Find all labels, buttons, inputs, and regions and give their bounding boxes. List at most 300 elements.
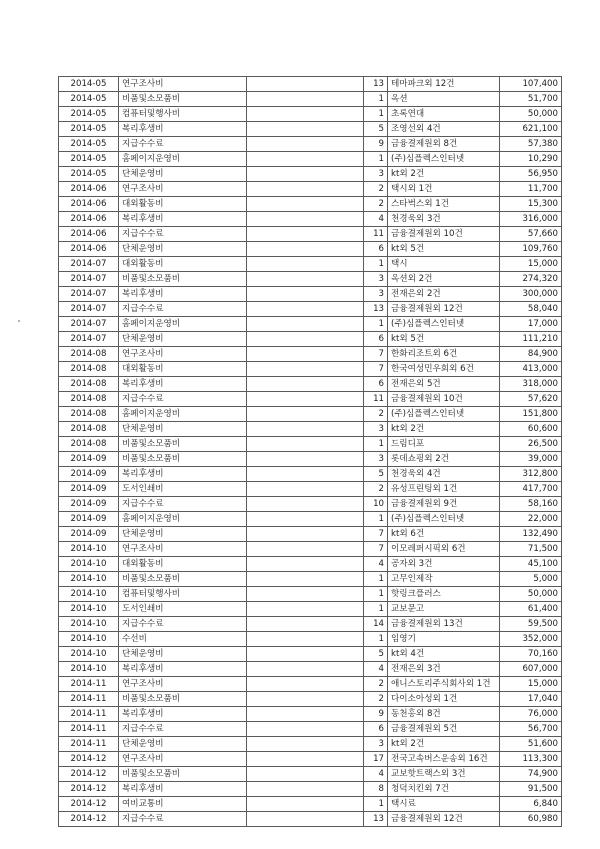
account-cell: 대외활동비 bbox=[119, 197, 247, 212]
blank-cell bbox=[247, 587, 364, 602]
month-cell: 2014-09 bbox=[59, 512, 119, 527]
blank-cell bbox=[247, 422, 364, 437]
month-cell: 2014-08 bbox=[59, 392, 119, 407]
table-row bbox=[59, 347, 562, 362]
blank-cell bbox=[247, 317, 364, 332]
amount-cell: 61,400 bbox=[500, 602, 562, 617]
table-row bbox=[59, 617, 562, 632]
amount-cell: 39,000 bbox=[500, 452, 562, 467]
count-cell: 3 bbox=[364, 287, 388, 302]
count-cell: 2 bbox=[364, 182, 388, 197]
month-cell: 2014-08 bbox=[59, 362, 119, 377]
account-cell: 도서인쇄비 bbox=[119, 482, 247, 497]
blank-cell bbox=[247, 557, 364, 572]
amount-cell: 417,700 bbox=[500, 482, 562, 497]
count-cell: 4 bbox=[364, 662, 388, 677]
table-row bbox=[59, 602, 562, 617]
count-cell: 10 bbox=[364, 497, 388, 512]
account-cell: 홈페이지운영비 bbox=[119, 317, 247, 332]
count-cell: 2 bbox=[364, 482, 388, 497]
table-row bbox=[59, 527, 562, 542]
memo-cell: 애니스토리주식회사외 1건 bbox=[388, 677, 500, 692]
month-cell: 2014-06 bbox=[59, 242, 119, 257]
blank-cell bbox=[247, 602, 364, 617]
amount-cell: 151,800 bbox=[500, 407, 562, 422]
table-row bbox=[59, 452, 562, 467]
memo-cell: 금융결제원외 12건 bbox=[388, 302, 500, 317]
account-cell: 홈페이지운영비 bbox=[119, 512, 247, 527]
count-cell: 6 bbox=[364, 377, 388, 392]
blank-cell bbox=[247, 257, 364, 272]
blank-cell bbox=[247, 782, 364, 797]
table-row bbox=[59, 197, 562, 212]
account-cell: 홈페이지운영비 bbox=[119, 152, 247, 167]
memo-cell: (주)심플렉스인터넷 bbox=[388, 512, 500, 527]
memo-cell: 천경욱외 4건 bbox=[388, 467, 500, 482]
amount-cell: 109,760 bbox=[500, 242, 562, 257]
memo-cell: 금융결제원외 10건 bbox=[388, 392, 500, 407]
amount-cell: 107,400 bbox=[500, 77, 562, 92]
account-cell: 복리후생비 bbox=[119, 707, 247, 722]
account-cell: 복리후생비 bbox=[119, 467, 247, 482]
memo-cell: 임영기 bbox=[388, 632, 500, 647]
count-cell: 11 bbox=[364, 227, 388, 242]
account-cell: 비품및소모품비 bbox=[119, 692, 247, 707]
month-cell: 2014-08 bbox=[59, 437, 119, 452]
memo-cell: 교보핫트랙스외 3건 bbox=[388, 767, 500, 782]
count-cell: 14 bbox=[364, 617, 388, 632]
account-cell: 지급수수료 bbox=[119, 392, 247, 407]
table-row bbox=[59, 797, 562, 812]
table-row bbox=[59, 497, 562, 512]
account-cell: 비품및소모품비 bbox=[119, 572, 247, 587]
count-cell: 7 bbox=[364, 527, 388, 542]
account-cell: 지급수수료 bbox=[119, 722, 247, 737]
memo-cell: (주)심플렉스인터넷 bbox=[388, 407, 500, 422]
blank-cell bbox=[247, 722, 364, 737]
blank-cell bbox=[247, 347, 364, 362]
table-row bbox=[59, 272, 562, 287]
blank-cell bbox=[247, 77, 364, 92]
count-cell: 6 bbox=[364, 242, 388, 257]
account-cell: 복리후생비 bbox=[119, 287, 247, 302]
amount-cell: 607,000 bbox=[500, 662, 562, 677]
amount-cell: 15,000 bbox=[500, 257, 562, 272]
count-cell: 6 bbox=[364, 332, 388, 347]
blank-cell bbox=[247, 107, 364, 122]
blank-cell bbox=[247, 122, 364, 137]
count-cell: 1 bbox=[364, 107, 388, 122]
memo-cell: 전재은외 2건 bbox=[388, 287, 500, 302]
month-cell: 2014-11 bbox=[59, 722, 119, 737]
amount-cell: 17,040 bbox=[500, 692, 562, 707]
amount-cell: 132,490 bbox=[500, 527, 562, 542]
account-cell: 복리후생비 bbox=[119, 122, 247, 137]
month-cell: 2014-09 bbox=[59, 527, 119, 542]
month-cell: 2014-09 bbox=[59, 467, 119, 482]
account-cell: 지급수수료 bbox=[119, 617, 247, 632]
memo-cell: 금융결제원외 5건 bbox=[388, 722, 500, 737]
month-cell: 2014-09 bbox=[59, 497, 119, 512]
table-row bbox=[59, 167, 562, 182]
count-cell: 4 bbox=[364, 767, 388, 782]
amount-cell: 84,900 bbox=[500, 347, 562, 362]
table-row bbox=[59, 332, 562, 347]
account-cell: 복리후생비 bbox=[119, 782, 247, 797]
table-row bbox=[59, 77, 562, 92]
month-cell: 2014-12 bbox=[59, 752, 119, 767]
blank-cell bbox=[247, 767, 364, 782]
month-cell: 2014-11 bbox=[59, 707, 119, 722]
amount-cell: 57,380 bbox=[500, 137, 562, 152]
blank-cell bbox=[247, 572, 364, 587]
table-row bbox=[59, 692, 562, 707]
month-cell: 2014-12 bbox=[59, 797, 119, 812]
account-cell: 비품및소모품비 bbox=[119, 767, 247, 782]
account-cell: 대외활동비 bbox=[119, 557, 247, 572]
count-cell: 13 bbox=[364, 812, 388, 827]
blank-cell bbox=[247, 92, 364, 107]
amount-cell: 300,000 bbox=[500, 287, 562, 302]
amount-cell: 51,700 bbox=[500, 92, 562, 107]
month-cell: 2014-05 bbox=[59, 107, 119, 122]
account-cell: 여비교통비 bbox=[119, 797, 247, 812]
month-cell: 2014-07 bbox=[59, 257, 119, 272]
blank-cell bbox=[247, 287, 364, 302]
table-row bbox=[59, 662, 562, 677]
account-cell: 비품및소모품비 bbox=[119, 452, 247, 467]
table-row bbox=[59, 677, 562, 692]
memo-cell: 천경욱외 3건 bbox=[388, 212, 500, 227]
month-cell: 2014-06 bbox=[59, 212, 119, 227]
amount-cell: 413,000 bbox=[500, 362, 562, 377]
table-row bbox=[59, 182, 562, 197]
table-row bbox=[59, 782, 562, 797]
table-row bbox=[59, 152, 562, 167]
memo-cell: 택시외 1건 bbox=[388, 182, 500, 197]
month-cell: 2014-05 bbox=[59, 92, 119, 107]
count-cell: 9 bbox=[364, 707, 388, 722]
count-cell: 3 bbox=[364, 452, 388, 467]
blank-cell bbox=[247, 662, 364, 677]
account-cell: 연구조사비 bbox=[119, 677, 247, 692]
account-cell: 연구조사비 bbox=[119, 542, 247, 557]
expense-ledger-table bbox=[58, 76, 562, 827]
amount-cell: 51,600 bbox=[500, 737, 562, 752]
month-cell: 2014-10 bbox=[59, 617, 119, 632]
count-cell: 7 bbox=[364, 542, 388, 557]
month-cell: 2014-10 bbox=[59, 557, 119, 572]
blank-cell bbox=[247, 437, 364, 452]
amount-cell: 91,500 bbox=[500, 782, 562, 797]
table-row bbox=[59, 572, 562, 587]
table-row bbox=[59, 122, 562, 137]
account-cell: 대외활동비 bbox=[119, 257, 247, 272]
table-row bbox=[59, 212, 562, 227]
blank-cell bbox=[247, 452, 364, 467]
amount-cell: 10,290 bbox=[500, 152, 562, 167]
count-cell: 3 bbox=[364, 422, 388, 437]
account-cell: 비품및소모품비 bbox=[119, 272, 247, 287]
count-cell: 5 bbox=[364, 467, 388, 482]
memo-cell: 전재은외 5건 bbox=[388, 377, 500, 392]
count-cell: 9 bbox=[364, 137, 388, 152]
memo-cell: 롯데쇼핑외 2건 bbox=[388, 452, 500, 467]
amount-cell: 111,210 bbox=[500, 332, 562, 347]
memo-cell: 금융결제원외 9건 bbox=[388, 497, 500, 512]
account-cell: 단체운영비 bbox=[119, 527, 247, 542]
month-cell: 2014-07 bbox=[59, 287, 119, 302]
count-cell: 1 bbox=[364, 92, 388, 107]
count-cell: 11 bbox=[364, 392, 388, 407]
table-row bbox=[59, 107, 562, 122]
account-cell: 복리후생비 bbox=[119, 212, 247, 227]
amount-cell: 22,000 bbox=[500, 512, 562, 527]
count-cell: 5 bbox=[364, 122, 388, 137]
count-cell: 6 bbox=[364, 722, 388, 737]
memo-cell: 택시 bbox=[388, 257, 500, 272]
blank-cell bbox=[247, 407, 364, 422]
account-cell: 단체운영비 bbox=[119, 647, 247, 662]
memo-cell: kt외 6건 bbox=[388, 527, 500, 542]
blank-cell bbox=[247, 677, 364, 692]
month-cell: 2014-08 bbox=[59, 407, 119, 422]
memo-cell: 이모레퍼시픽외 6건 bbox=[388, 542, 500, 557]
count-cell: 1 bbox=[364, 512, 388, 527]
count-cell: 1 bbox=[364, 152, 388, 167]
amount-cell: 71,500 bbox=[500, 542, 562, 557]
month-cell: 2014-10 bbox=[59, 572, 119, 587]
table-row bbox=[59, 752, 562, 767]
month-cell: 2014-12 bbox=[59, 812, 119, 827]
count-cell: 1 bbox=[364, 437, 388, 452]
table-row bbox=[59, 287, 562, 302]
account-cell: 비품및소모품비 bbox=[119, 92, 247, 107]
table-row bbox=[59, 722, 562, 737]
count-cell: 5 bbox=[364, 647, 388, 662]
account-cell: 홈페이지운영비 bbox=[119, 407, 247, 422]
blank-cell bbox=[247, 737, 364, 752]
month-cell: 2014-10 bbox=[59, 632, 119, 647]
account-cell: 복리후생비 bbox=[119, 377, 247, 392]
account-cell: 지급수수료 bbox=[119, 302, 247, 317]
memo-cell: 금융결제원외 8건 bbox=[388, 137, 500, 152]
memo-cell: 금융결제원외 12건 bbox=[388, 812, 500, 827]
amount-cell: 56,700 bbox=[500, 722, 562, 737]
amount-cell: 352,000 bbox=[500, 632, 562, 647]
blank-cell bbox=[247, 497, 364, 512]
blank-cell bbox=[247, 542, 364, 557]
memo-cell: 청덕치킨외 7건 bbox=[388, 782, 500, 797]
count-cell: 1 bbox=[364, 257, 388, 272]
month-cell: 2014-09 bbox=[59, 452, 119, 467]
memo-cell: 다이소아성외 1건 bbox=[388, 692, 500, 707]
month-cell: 2014-11 bbox=[59, 737, 119, 752]
count-cell: 1 bbox=[364, 317, 388, 332]
blank-cell bbox=[247, 392, 364, 407]
count-cell: 2 bbox=[364, 197, 388, 212]
blank-cell bbox=[247, 272, 364, 287]
month-cell: 2014-12 bbox=[59, 782, 119, 797]
account-cell: 대외활동비 bbox=[119, 362, 247, 377]
amount-cell: 59,500 bbox=[500, 617, 562, 632]
memo-cell: 테마파크외 12건 bbox=[388, 77, 500, 92]
count-cell: 2 bbox=[364, 692, 388, 707]
month-cell: 2014-05 bbox=[59, 77, 119, 92]
blank-cell bbox=[247, 797, 364, 812]
account-cell: 단체운영비 bbox=[119, 167, 247, 182]
month-cell: 2014-08 bbox=[59, 377, 119, 392]
memo-cell: 옥션 bbox=[388, 92, 500, 107]
blank-cell bbox=[247, 362, 364, 377]
amount-cell: 70,160 bbox=[500, 647, 562, 662]
account-cell: 도서인쇄비 bbox=[119, 602, 247, 617]
count-cell: 1 bbox=[364, 797, 388, 812]
account-cell: 연구조사비 bbox=[119, 752, 247, 767]
blank-cell bbox=[247, 467, 364, 482]
count-cell: 1 bbox=[364, 632, 388, 647]
month-cell: 2014-10 bbox=[59, 647, 119, 662]
table-row bbox=[59, 227, 562, 242]
memo-cell: 택시료 bbox=[388, 797, 500, 812]
memo-cell: 전국고속버스운송외 16건 bbox=[388, 752, 500, 767]
blank-cell bbox=[247, 617, 364, 632]
amount-cell: 6,840 bbox=[500, 797, 562, 812]
month-cell: 2014-07 bbox=[59, 302, 119, 317]
amount-cell: 56,950 bbox=[500, 167, 562, 182]
blank-cell bbox=[247, 512, 364, 527]
table-row bbox=[59, 317, 562, 332]
amount-cell: 15,300 bbox=[500, 197, 562, 212]
amount-cell: 74,900 bbox=[500, 767, 562, 782]
blank-cell bbox=[247, 302, 364, 317]
month-cell: 2014-11 bbox=[59, 692, 119, 707]
amount-cell: 113,300 bbox=[500, 752, 562, 767]
ledger-body bbox=[59, 77, 562, 827]
count-cell: 3 bbox=[364, 167, 388, 182]
table-row bbox=[59, 587, 562, 602]
memo-cell: 공자외 3건 bbox=[388, 557, 500, 572]
month-cell: 2014-05 bbox=[59, 122, 119, 137]
memo-cell: 전재은외 3건 bbox=[388, 662, 500, 677]
memo-cell: 스타벅스외 1건 bbox=[388, 197, 500, 212]
blank-cell bbox=[247, 812, 364, 827]
table-row bbox=[59, 482, 562, 497]
count-cell: 1 bbox=[364, 602, 388, 617]
blank-cell bbox=[247, 197, 364, 212]
memo-cell: kt외 4건 bbox=[388, 647, 500, 662]
month-cell: 2014-06 bbox=[59, 197, 119, 212]
amount-cell: 26,500 bbox=[500, 437, 562, 452]
table-row bbox=[59, 767, 562, 782]
month-cell: 2014-10 bbox=[59, 602, 119, 617]
amount-cell: 318,000 bbox=[500, 377, 562, 392]
blank-cell bbox=[247, 692, 364, 707]
account-cell: 연구조사비 bbox=[119, 182, 247, 197]
memo-cell: kt외 2건 bbox=[388, 737, 500, 752]
blank-cell bbox=[247, 212, 364, 227]
blank-cell bbox=[247, 152, 364, 167]
count-cell: 1 bbox=[364, 587, 388, 602]
month-cell: 2014-05 bbox=[59, 167, 119, 182]
amount-cell: 274,320 bbox=[500, 272, 562, 287]
amount-cell: 312,800 bbox=[500, 467, 562, 482]
amount-cell: 57,620 bbox=[500, 392, 562, 407]
count-cell: 3 bbox=[364, 737, 388, 752]
memo-cell: 초록연대 bbox=[388, 107, 500, 122]
account-cell: 단체운영비 bbox=[119, 242, 247, 257]
blank-cell bbox=[247, 242, 364, 257]
memo-cell: 금융결제원외 10건 bbox=[388, 227, 500, 242]
blank-cell bbox=[247, 482, 364, 497]
account-cell: 지급수수료 bbox=[119, 137, 247, 152]
count-cell: 1 bbox=[364, 572, 388, 587]
memo-cell: 핫링크플러스 bbox=[388, 587, 500, 602]
month-cell: 2014-08 bbox=[59, 422, 119, 437]
amount-cell: 621,100 bbox=[500, 122, 562, 137]
account-cell: 비품및소모품비 bbox=[119, 437, 247, 452]
account-cell: 연구조사비 bbox=[119, 77, 247, 92]
amount-cell: 45,100 bbox=[500, 557, 562, 572]
memo-cell: kt외 5건 bbox=[388, 242, 500, 257]
table-row bbox=[59, 737, 562, 752]
month-cell: 2014-05 bbox=[59, 137, 119, 152]
table-row bbox=[59, 407, 562, 422]
count-cell: 13 bbox=[364, 302, 388, 317]
account-cell: 수선비 bbox=[119, 632, 247, 647]
table-row bbox=[59, 362, 562, 377]
blank-cell bbox=[247, 752, 364, 767]
blank-cell bbox=[247, 647, 364, 662]
table-row bbox=[59, 437, 562, 452]
margin-mark bbox=[18, 320, 20, 322]
memo-cell: kt외 2건 bbox=[388, 167, 500, 182]
month-cell: 2014-10 bbox=[59, 662, 119, 677]
memo-cell: kt외 2건 bbox=[388, 422, 500, 437]
month-cell: 2014-07 bbox=[59, 317, 119, 332]
month-cell: 2014-07 bbox=[59, 332, 119, 347]
count-cell: 4 bbox=[364, 557, 388, 572]
count-cell: 13 bbox=[364, 77, 388, 92]
memo-cell: (주)심플렉스인터넷 bbox=[388, 152, 500, 167]
count-cell: 7 bbox=[364, 347, 388, 362]
memo-cell: 고무인제작 bbox=[388, 572, 500, 587]
month-cell: 2014-11 bbox=[59, 677, 119, 692]
table-row bbox=[59, 377, 562, 392]
count-cell: 3 bbox=[364, 272, 388, 287]
amount-cell: 316,000 bbox=[500, 212, 562, 227]
amount-cell: 15,000 bbox=[500, 677, 562, 692]
month-cell: 2014-10 bbox=[59, 587, 119, 602]
account-cell: 지급수수료 bbox=[119, 812, 247, 827]
month-cell: 2014-05 bbox=[59, 152, 119, 167]
amount-cell: 58,160 bbox=[500, 497, 562, 512]
amount-cell: 50,000 bbox=[500, 107, 562, 122]
table-row bbox=[59, 137, 562, 152]
table-row bbox=[59, 557, 562, 572]
memo-cell: 한화리조트외 6건 bbox=[388, 347, 500, 362]
table-row bbox=[59, 257, 562, 272]
table-row bbox=[59, 242, 562, 257]
count-cell: 7 bbox=[364, 362, 388, 377]
blank-cell bbox=[247, 332, 364, 347]
month-cell: 2014-08 bbox=[59, 347, 119, 362]
blank-cell bbox=[247, 137, 364, 152]
account-cell: 단체운영비 bbox=[119, 737, 247, 752]
blank-cell bbox=[247, 377, 364, 392]
amount-cell: 60,600 bbox=[500, 422, 562, 437]
amount-cell: 50,000 bbox=[500, 587, 562, 602]
